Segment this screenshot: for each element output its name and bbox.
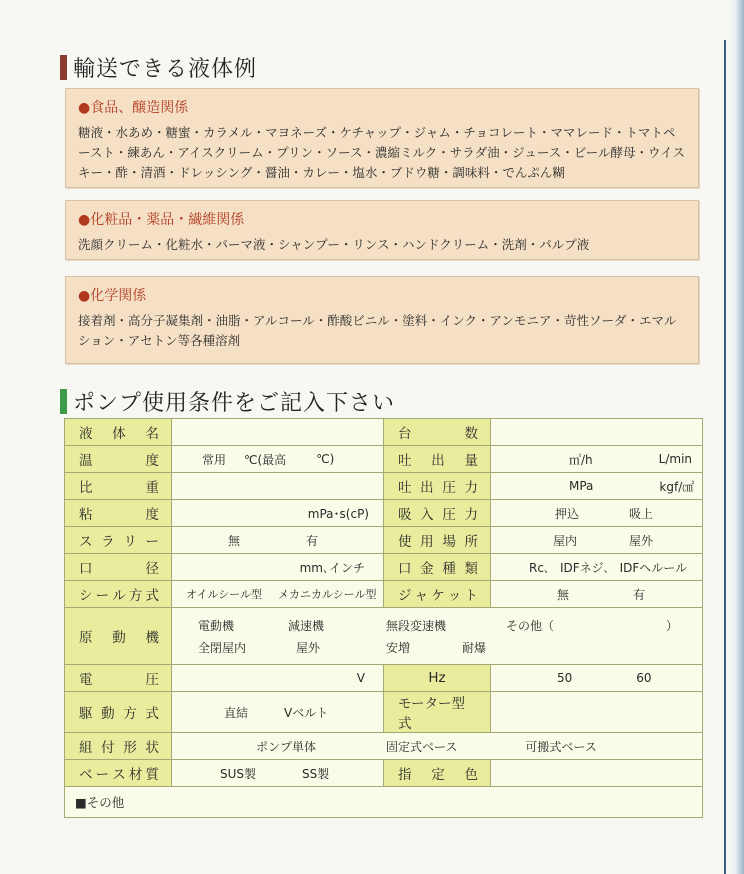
- field-base[interactable]: SUS製 SS製: [172, 760, 384, 787]
- field-discharge-pressure[interactable]: MPa kgf/㎠: [491, 473, 703, 500]
- field-motor[interactable]: 電動機 減速機 無段変速機 その他（ ） 全閉屋内 屋外 安増 耐爆: [172, 608, 703, 665]
- label-bore: 口 径: [65, 554, 172, 581]
- title-marker: [60, 55, 67, 80]
- field-color[interactable]: [491, 760, 703, 787]
- field-slurry[interactable]: 無 有: [172, 527, 384, 554]
- conditions-form-table: [64, 418, 703, 818]
- category-box-food: [65, 88, 699, 188]
- bullet-icon: ●: [78, 288, 91, 304]
- bullet-icon: ●: [78, 100, 91, 116]
- conditions-title-text: ポンプ使用条件をご記入下さい: [73, 391, 396, 416]
- label-discharge-pressure: 吐 出 圧 力: [384, 473, 491, 500]
- label-seal: シ ー ル 方 式: [65, 581, 172, 608]
- field-liquid[interactable]: [172, 419, 384, 446]
- label-viscosity: 粘 度: [65, 500, 172, 527]
- category-box-cosmetics: [65, 200, 699, 260]
- field-count[interactable]: [491, 419, 703, 446]
- category-body: 洗顔クリーム・化粧水・パーマ液・シャンプー・リンス・ハンドクリーム・洗剤・パルプ液: [78, 237, 590, 252]
- category-box-chemical: [65, 276, 699, 364]
- field-motor-model[interactable]: [491, 692, 703, 733]
- field-assembly[interactable]: ポンプ単体 固定式ベース 可搬式ベース: [172, 733, 703, 760]
- field-jacket[interactable]: 無 有: [491, 581, 703, 608]
- label-voltage: 電 圧: [65, 665, 172, 692]
- label-liquid: 液 体 名: [65, 419, 172, 446]
- category-body: 糖液・水あめ・糖蜜・カラメル・マヨネーズ・ケチャップ・ジャム・チョコレート・ママレード・トマトペースト・練あん・アイスクリーム・プリン・ソース・濃縮ミルク・サラダ油・ジュース・ビール酵母・ウイスキー・酢・清酒・ドレッシング・醤油・カレー・塩水・ブドウ糖・調味料・でんぷん糊: [78, 125, 686, 180]
- label-temp: 温 度: [65, 446, 172, 473]
- title-marker: [60, 389, 67, 414]
- category-title: 化粧品・薬品・繊維関係: [90, 212, 245, 228]
- label-suction-pressure: 吸 入 圧 力: [384, 500, 491, 527]
- field-location[interactable]: 屋内 屋外: [491, 527, 703, 554]
- field-suction-pressure[interactable]: 押込 吸上: [491, 500, 703, 527]
- field-bore[interactable]: mm､インチ: [172, 554, 384, 581]
- other-label: ■その他: [75, 795, 125, 810]
- label-slurry: ス ラ リ ー: [65, 527, 172, 554]
- transport-section-title: [60, 52, 257, 83]
- field-temp[interactable]: 常用 ℃(最高 ℃): [172, 446, 384, 473]
- field-viscosity[interactable]: mPa･s(cP): [172, 500, 384, 527]
- label-motor: 原 動 機: [65, 608, 172, 665]
- label-discharge: 吐 出 量: [384, 446, 491, 473]
- label-assembly: 組 付 形 状: [65, 733, 172, 760]
- field-other[interactable]: [65, 787, 703, 818]
- field-seal[interactable]: オイルシール型 メカニカルシール型: [172, 581, 384, 608]
- label-gravity: 比 重: [65, 473, 172, 500]
- field-fitting[interactable]: Rc､ IDFネジ､ IDFヘルール: [491, 554, 703, 581]
- label-count: 台 数: [384, 419, 491, 446]
- category-title: 食品、醸造関係: [90, 100, 189, 116]
- label-color: 指 定 色: [384, 760, 491, 787]
- field-discharge[interactable]: ㎥/h L/min: [491, 446, 703, 473]
- field-gravity[interactable]: [172, 473, 384, 500]
- category-title: 化学関係: [90, 288, 147, 304]
- transport-title-text: 輸送できる液体例: [73, 57, 258, 82]
- right-edge-gradient: [730, 0, 744, 874]
- field-voltage[interactable]: V: [172, 665, 384, 692]
- label-motor-model: モーター型式: [384, 692, 491, 733]
- label-hz: Hz: [384, 665, 491, 692]
- label-jacket: ジ ャ ケ ッ ト: [384, 581, 491, 608]
- label-drive: 駆 動 方 式: [65, 692, 172, 733]
- conditions-section-title: [60, 386, 395, 417]
- field-drive[interactable]: 直結 Vベルト: [172, 692, 384, 733]
- category-body: 接着剤・高分子凝集剤・油脂・アルコール・酢酸ビニル・塗料・インク・アンモニア・苛性ソーダ・エマルション・アセトン等各種溶剤: [78, 313, 677, 348]
- label-location: 使 用 場 所: [384, 527, 491, 554]
- label-base: ベ ー ス 材 質: [65, 760, 172, 787]
- bullet-icon: ●: [78, 212, 91, 228]
- field-hz[interactable]: 50 60: [491, 665, 703, 692]
- right-edge-line: [724, 40, 726, 874]
- label-fitting: 口 金 種 類: [384, 554, 491, 581]
